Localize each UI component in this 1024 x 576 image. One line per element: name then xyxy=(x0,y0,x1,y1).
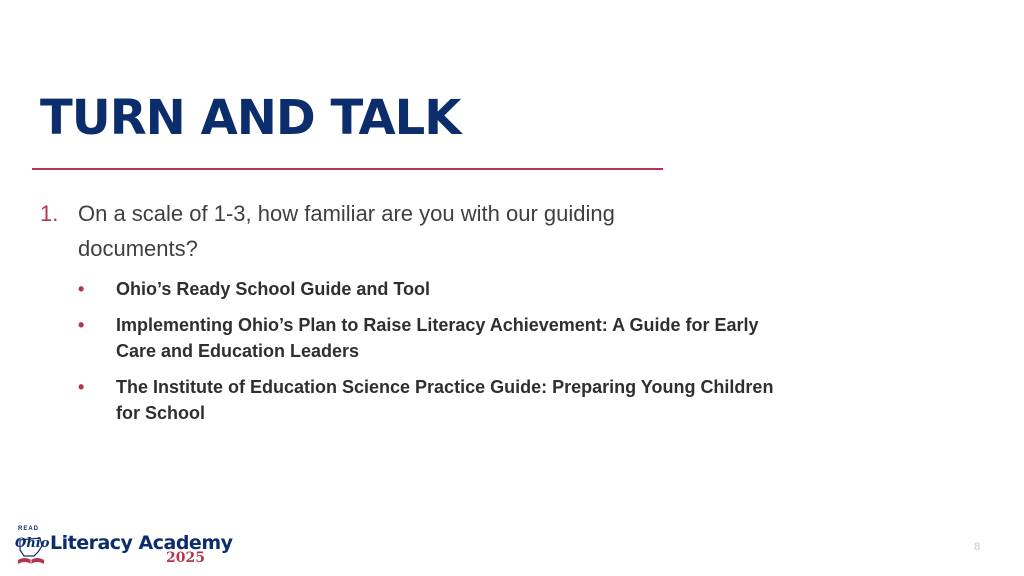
list-item-text: Implementing Ohio’s Plan to Raise Literacy Achievement: A Guide for Early Care and Education Leaders xyxy=(116,315,759,361)
logo-read-text: READ xyxy=(18,526,40,532)
bullet-icon: • xyxy=(78,315,85,335)
read-ohio-logo-icon xyxy=(14,526,48,568)
list-item-text: Ohio’s Ready School Guide and Tool xyxy=(116,279,431,299)
list-item xyxy=(78,312,778,364)
list-item xyxy=(78,374,778,426)
logo-ohio-text: Ohio xyxy=(15,536,50,551)
bullet-icon: • xyxy=(78,279,85,299)
slide-title: TURN AND TALK xyxy=(40,90,461,146)
list-item xyxy=(78,276,778,302)
document-list xyxy=(78,276,778,436)
logo-name: Literacy Academy xyxy=(50,532,233,554)
list-item-text: The Institute of Education Science Practice Guide: Preparing Young Children for School xyxy=(116,377,774,423)
question-item xyxy=(40,196,680,266)
title-divider xyxy=(32,168,663,170)
question-text: On a scale of 1-3, how familiar are you with our guiding documents? xyxy=(78,201,615,261)
question-number: 1. xyxy=(40,201,59,226)
page-number: 8 xyxy=(974,541,981,553)
literacy-academy-logo xyxy=(14,526,234,568)
logo-year: 2025 xyxy=(166,550,205,566)
bullet-icon: • xyxy=(78,377,85,397)
